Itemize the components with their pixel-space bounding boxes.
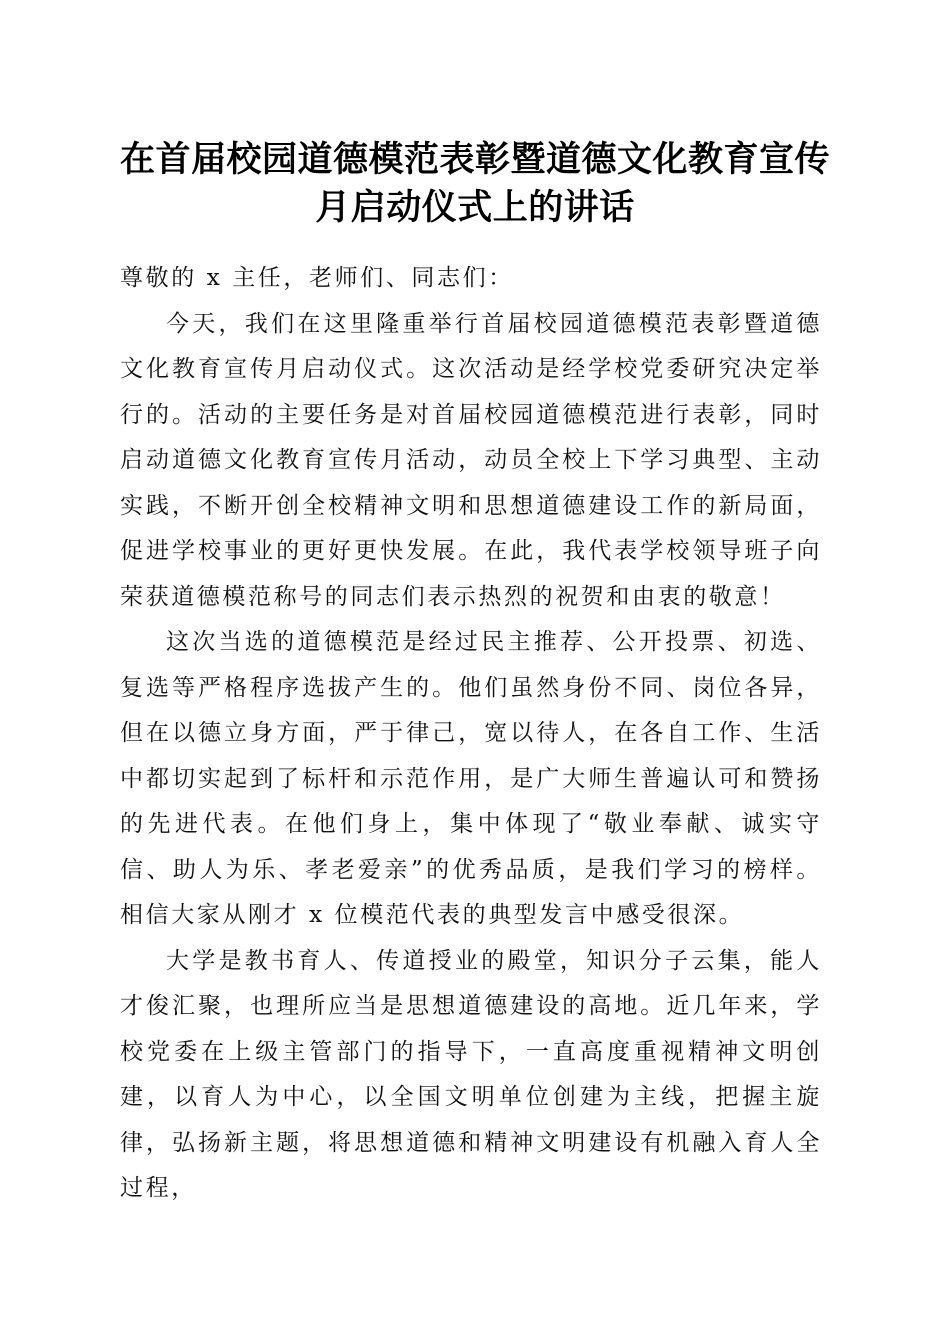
document-title <box>100 136 850 232</box>
paragraph-2: 这次当选的道德模范是经过民主推荐、公开投票、初选、复选等严格程序选拔产生的。他们虽然身份不同、岗位各异，但在以德立身方面，严于律己，宽以待人，在各自工作、生活中都切实起到了标杆和示范作用，是广大师生普遍认可和赞扬的先进代表。在他们身上，集中体现了“敬业奉献、诚实守信、助人为乐、孝老爱亲”的优秀品质，是我们学习的榜样。相信大家从刚才 x 位模范代表的典型发言中感受很深。 <box>120 629 822 928</box>
title-line-1: 在首届校园道德模范表彰暨道德文化教育宣传 <box>119 139 830 180</box>
speech-body <box>120 256 822 1212</box>
paragraph-1: 今天，我们在这里隆重举行首届校园道德模范表彰暨道德文化教育宣传月启动仪式。这次活动是经学校党委研究决定举行的。活动的主要任务是对首届校园道德模范进行表彰，同时启动道德文化教育宣传月活动，动员全校上下学习典型、主动实践，不断开创全校精神文明和思想道德建设工作的新局面，促进学校事业的更好更快发展。在此，我代表学校领导班子向荣获道德模范称号的同志们表示热烈的祝贺和由衷的敬意！ <box>120 310 822 610</box>
paragraph-3: 大学是教书育人、传道授业的殿堂，知识分子云集，能人才俊汇聚，也理所应当是思想道德建设的高地。近几年来，学校党委在上级主管部门的指导下，一直高度重视精神文明创建，以育人为中心，以全国文明单位创建为主线，把握主旋律，弘扬新主题，将思想道德和精神文明建设有机融入育人全过程， <box>120 947 822 1201</box>
salutation: 尊敬的 x 主任，老师们、同志们： <box>120 265 514 291</box>
title-line-2: 月启动仪式上的讲话 <box>315 187 635 228</box>
